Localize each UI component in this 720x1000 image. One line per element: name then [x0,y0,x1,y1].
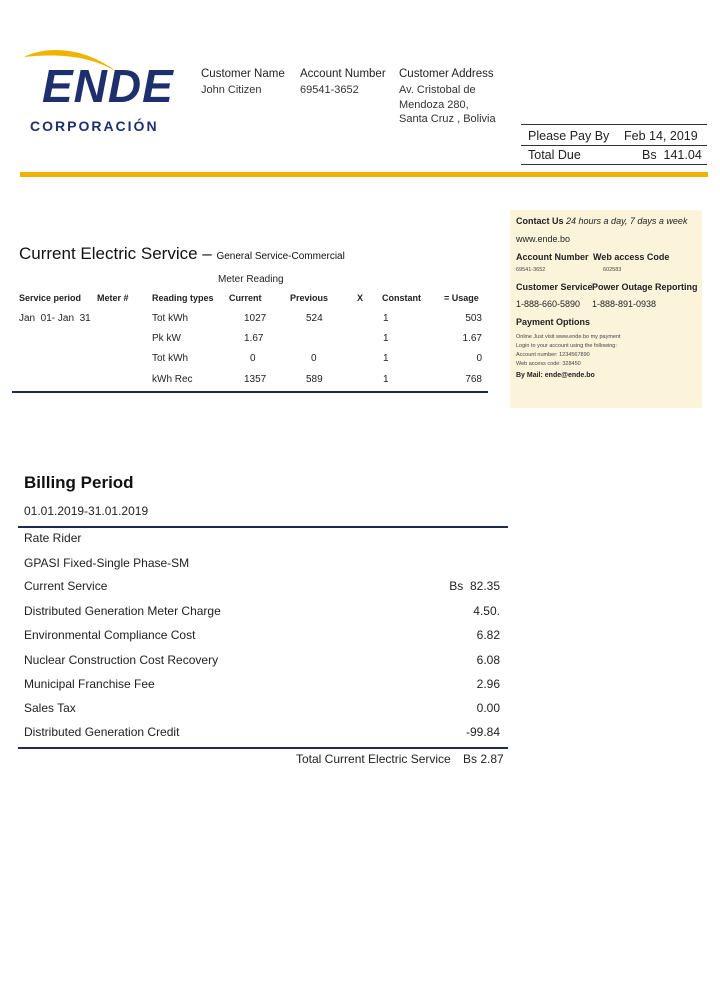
mail-payment: By Mail: ende@ende.bo [516,372,595,379]
customer-name-label: Customer Name [201,68,285,80]
contact-website[interactable]: www.ende.bo [516,234,571,244]
customer-address-line: Santa Cruz , Bolivia [399,113,496,125]
outage-phone: 1-888-891-0938 [592,299,657,309]
customer-address-line: Mendoza 280, [399,99,469,111]
customer-address-label: Customer Address [399,68,494,80]
reading-previous: 589 [306,374,323,385]
online-payment-line: Login to your account using the following: [516,343,617,349]
service-period: Jan 01- Jan 31 [19,313,91,324]
reading-usage: 0 [476,353,482,364]
payment-options-label: Payment Options [516,317,591,327]
bill-item-amount: 6.08 [476,653,500,667]
pay-by-date: Feb 14, 2019 [624,129,698,143]
pay-by-label: Please Pay By [528,129,610,143]
header-meter: Meter # [97,293,129,303]
reading-usage: 503 [465,313,482,324]
bill-item-label: Distributed Generation Credit [24,725,180,739]
service-title-line [19,244,345,264]
customer-service-phone: 1-888-660-5890 [516,299,581,309]
total-service-label: Total Current Electric Service [296,752,451,766]
reading-constant: 1 [383,333,389,344]
contact-account-label: Account Number [516,252,589,262]
customer-name: John Citizen [201,84,262,96]
contact-web-access-code: 602583 [603,267,622,273]
account-number-label: Account Number [300,68,386,80]
contact-heading-line [516,216,687,226]
reading-usage: 768 [465,374,482,385]
bill-item-amount: 4.50. [473,604,500,618]
reading-constant: 1 [383,353,389,364]
bill-item-label: Distributed Generation Meter Charge [24,604,221,618]
bill-item-label: Environmental Compliance Cost [24,628,196,642]
reading-type: kWh Rec [152,374,193,385]
header-reading-types: Reading types [152,293,214,303]
reading-constant: 1 [383,313,389,324]
meter-reading-label: Meter Reading [218,274,284,285]
reading-previous: 524 [306,313,323,324]
customer-service-label: Customer Service [516,282,593,292]
total-service-amount: Bs 2.87 [463,752,504,766]
header-service-period: Service period [19,293,82,303]
reading-type: Tot kWh [152,353,189,364]
company-logo [22,45,172,140]
rate-code: GPASI Fixed-Single Phase-SM [24,556,190,570]
billing-period-title: Billing Period [24,473,134,492]
contact-account-number: 69541-3652 [516,267,546,273]
header-usage: = Usage [444,293,479,303]
header-current: Current [229,293,262,303]
billing-period-dates: 01.01.2019-31.01.2019 [24,504,149,518]
bill-item-label: Current Service [24,579,108,593]
reading-previous: 0 [311,353,317,364]
contact-panel [510,210,702,408]
account-number: 69541-3652 [300,84,359,96]
online-payment-line: Account number: 1234567890 [516,352,590,358]
bill-item-amount: Bs 82.35 [449,579,500,593]
billing-bottom-rule [18,747,508,749]
header-constant: Constant [382,293,421,303]
reading-type: Tot kWh [152,313,189,324]
bill-item-label: Municipal Franchise Fee [24,677,155,691]
bill-item-amount: 2.96 [476,677,500,691]
reading-current: 0 [250,353,256,364]
logo-wordmark: ENDE [42,60,174,112]
service-subtitle: General Service-Commercial [216,251,345,262]
reading-constant: 1 [383,374,389,385]
online-payment-line: Online Just visit www.ende.bo my payment [516,334,621,340]
paybox-top-rule [521,124,707,125]
bill-item-amount: 0.00 [476,701,500,715]
outage-label: Power Outage Reporting [592,282,698,292]
billing-top-rule [18,526,508,528]
rate-rider: Rate Rider [24,531,82,545]
contact-heading: Contact Us [516,216,564,226]
paybox-bottom-rule [521,164,707,165]
customer-address-line: Av. Cristobal de [399,84,476,96]
bill-item-label: Nuclear Construction Cost Recovery [24,653,219,667]
bill-item-label: Sales Tax [24,701,76,715]
bill-item-amount: 6.82 [476,628,500,642]
bill-item-amount: -99.84 [465,725,500,739]
reading-current: 1357 [244,374,267,385]
reading-current: 1.67 [244,333,264,344]
header-previous: Previous [290,293,329,303]
contact-web-access-label: Web access Code [593,252,670,262]
contact-hours: 24 hours a day, 7 days a week [566,216,688,226]
header-divider [20,172,708,177]
service-title: Current Electric Service – [19,244,212,263]
reading-current: 1027 [244,313,267,324]
total-due-label: Total Due [528,148,581,162]
header-x: X [357,293,364,303]
service-table-rule [12,391,488,393]
reading-usage: 1.67 [462,333,482,344]
reading-type: Pk kW [152,333,181,344]
paybox-mid-rule [521,145,707,146]
logo-subtitle: CORPORACIÓN [30,118,159,134]
online-payment-line: Web access code: 328450 [516,361,581,367]
total-due-amount: Bs 141.04 [642,148,702,162]
